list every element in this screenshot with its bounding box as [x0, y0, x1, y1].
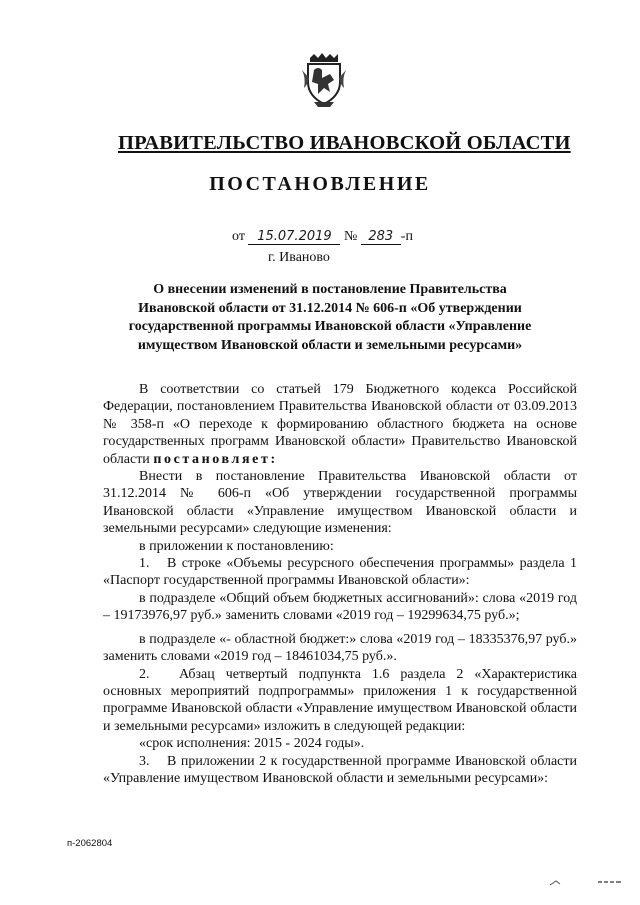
list-item-2	[103, 666, 577, 736]
item-2-number: 2.	[139, 666, 150, 682]
resolution-heading: О внесении изменений в постановление Правительства Ивановской области от 31.12.2014 № 606-п «Об утверждении государственной программы Ивановской области «Управление имуществом Ивановской области и земельными ресурсами»	[128, 282, 532, 353]
document-date: 15.07.2019	[248, 229, 340, 245]
item-1-number: 1.	[139, 556, 150, 572]
document-type: ПОСТАНОВЛЕНИЕ	[209, 173, 431, 195]
scan-marks-icon	[548, 876, 623, 888]
government-title: ПРАВИТЕЛЬСТВО ИВАНОВСКОЙ ОБЛАСТИ	[118, 132, 571, 154]
number-suffix: -п	[400, 229, 413, 244]
number-prefix: №	[343, 229, 358, 244]
resolves-word: постановляет:	[153, 451, 278, 467]
paragraph-amend: Внести в постановление Правительства Ивановской области от 31.12.2014 № 606-п «Об утверждении государственной программы Ивановской области «Управление имуществом Ивановской области и земельными ресурсами» следующие изменения:	[103, 469, 577, 537]
coat-of-arms-icon	[300, 52, 348, 108]
paragraph-annex: в приложении к постановлению:	[139, 538, 334, 554]
date-prefix: от	[232, 229, 245, 244]
list-item-2-quote: «срок исполнения: 2015 - 2024 годы».	[139, 736, 365, 752]
list-item-3	[103, 753, 577, 788]
item-3-number: 3.	[139, 753, 150, 769]
item-3-text: В приложении 2 к государственной программе Ивановской области «Управление имуществом Ивановской области и земельными ресурсами»:	[103, 753, 577, 786]
date-number-line	[232, 229, 413, 245]
document-id: п-2062804	[67, 838, 113, 849]
list-item-1	[103, 555, 577, 590]
city: г. Иваново	[268, 250, 330, 265]
list-item-1b: в подразделе «- областной бюджет:» слова «2019 год – 18335376,97 руб.» заменить словами «2019 год – 18461034,75 руб.».	[103, 631, 577, 665]
item-1-text: В строке «Объемы ресурсного обеспечения программы» раздела 1 «Паспорт государственной программы Ивановской области»:	[103, 556, 577, 589]
paragraph-preamble	[103, 381, 577, 468]
preamble-text: В соответствии со статьей 179 Бюджетного кодекса Российской Федерации, постановлением Правительства Ивановской области от 03.09.2013 № 358-п «О переходе к формированию областного бюджета на основе государственных программ Ивановской области» Правительство Ивановской области	[103, 382, 577, 467]
list-item-1a: в подразделе «Общий объем бюджетных ассигнований»: слова «2019 год – 19173976,97 руб.» заменить словами «2019 год – 19299634,75 руб.»;	[103, 590, 577, 624]
document-number: 283	[361, 229, 401, 245]
item-2-text: Абзац четвертый подпункта 1.6 раздела 2 «Характеристика основных мероприятий подпрограммы» приложения 1 к государственной программе Ивановской области «Управление имуществом Ивановской области и земельными ресурсами» изложить в следующей редакции:	[103, 666, 577, 734]
document-body	[103, 381, 577, 787]
